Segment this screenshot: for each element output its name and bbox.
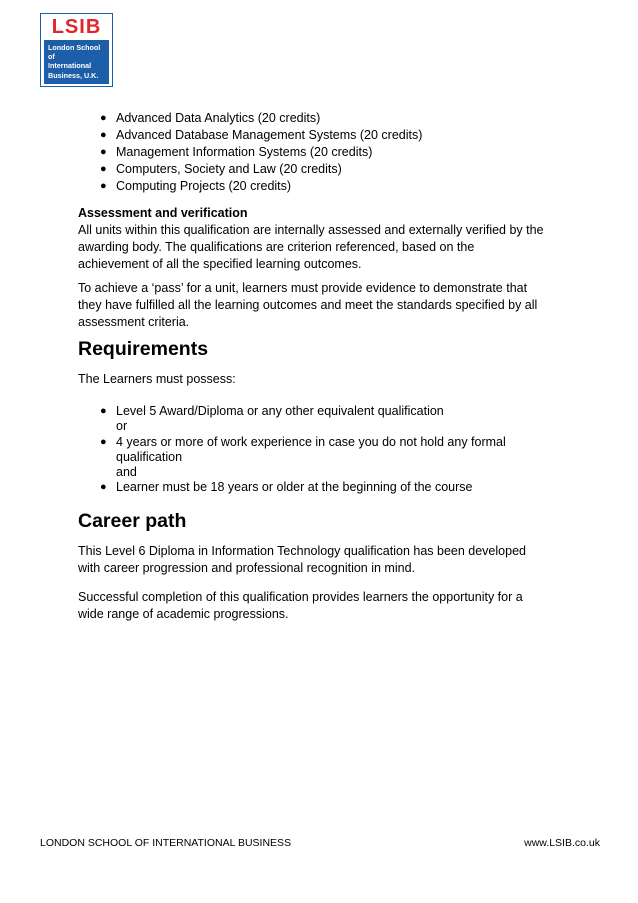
career-para1-line: with career progression and professional recognition in mind.	[78, 561, 415, 575]
list-item: Advanced Database Management Systems (20 credits)	[116, 128, 423, 142]
list-item-connector: or	[116, 419, 128, 433]
list-item: 4 years or more of work experience in case you do not hold any formal	[116, 435, 506, 449]
list-item: Management Information Systems (20 credits)	[116, 145, 373, 159]
bullet-marker: ●	[100, 163, 107, 175]
bullet-marker: ●	[100, 146, 107, 158]
logo-box	[44, 40, 109, 84]
assessment-para1-line: All units within this qualification are internally assessed and externally verified by the	[78, 223, 544, 237]
assessment-para2-line: they have fulfilled all the learning outcomes and meet the standards specified by all	[78, 298, 538, 312]
footer-left: LONDON SCHOOL OF INTERNATIONAL BUSINESS	[40, 837, 292, 849]
list-item-connector: and	[116, 465, 137, 479]
list-item: Computers, Society and Law (20 credits)	[116, 162, 342, 176]
logo-subtitle: London School of International Business, U.K.	[48, 43, 101, 80]
list-item: Level 5 Award/Diploma or any other equivalent qualification	[116, 404, 444, 418]
career-para2-line: Successful completion of this qualification provides learners the opportunity for a	[78, 590, 523, 604]
bullet-marker: ●	[100, 129, 107, 141]
assessment-para1-line: awarding body. The qualifications are criterion referenced, based on the	[78, 240, 475, 254]
career-para2-line: wide range of academic progressions.	[78, 607, 289, 621]
bullet-marker: ●	[100, 112, 107, 124]
footer-website: www.LSIB.co.uk	[524, 837, 600, 849]
bullet-marker: ●	[100, 481, 107, 493]
bullet-marker: ●	[100, 180, 107, 192]
bullet-marker: ●	[100, 436, 107, 448]
list-item: Learner must be 18 years or older at the beginning of the course	[116, 480, 473, 494]
assessment-para2-line: assessment criteria.	[78, 315, 190, 329]
bullet-marker: ●	[100, 405, 107, 417]
assessment-para1-line: achievement of all the specified learning outcomes.	[78, 257, 362, 271]
logo-title: LSIB	[51, 16, 102, 38]
requirements-intro: The Learners must possess:	[78, 372, 236, 386]
assessment-para2-line: To achieve a ‘pass’ for a unit, learners must provide evidence to demonstrate that	[78, 281, 528, 295]
requirements-heading: Requirements	[78, 338, 209, 360]
lsib-logo	[40, 13, 113, 87]
list-item: Advanced Data Analytics (20 credits)	[116, 111, 321, 125]
list-item-continued: qualification	[116, 450, 183, 464]
assessment-heading: Assessment and verification	[78, 206, 248, 220]
career-heading: Career path	[78, 510, 187, 532]
list-item: Computing Projects (20 credits)	[116, 179, 292, 193]
career-para1-line: This Level 6 Diploma in Information Technology qualification has been developed	[78, 544, 526, 558]
